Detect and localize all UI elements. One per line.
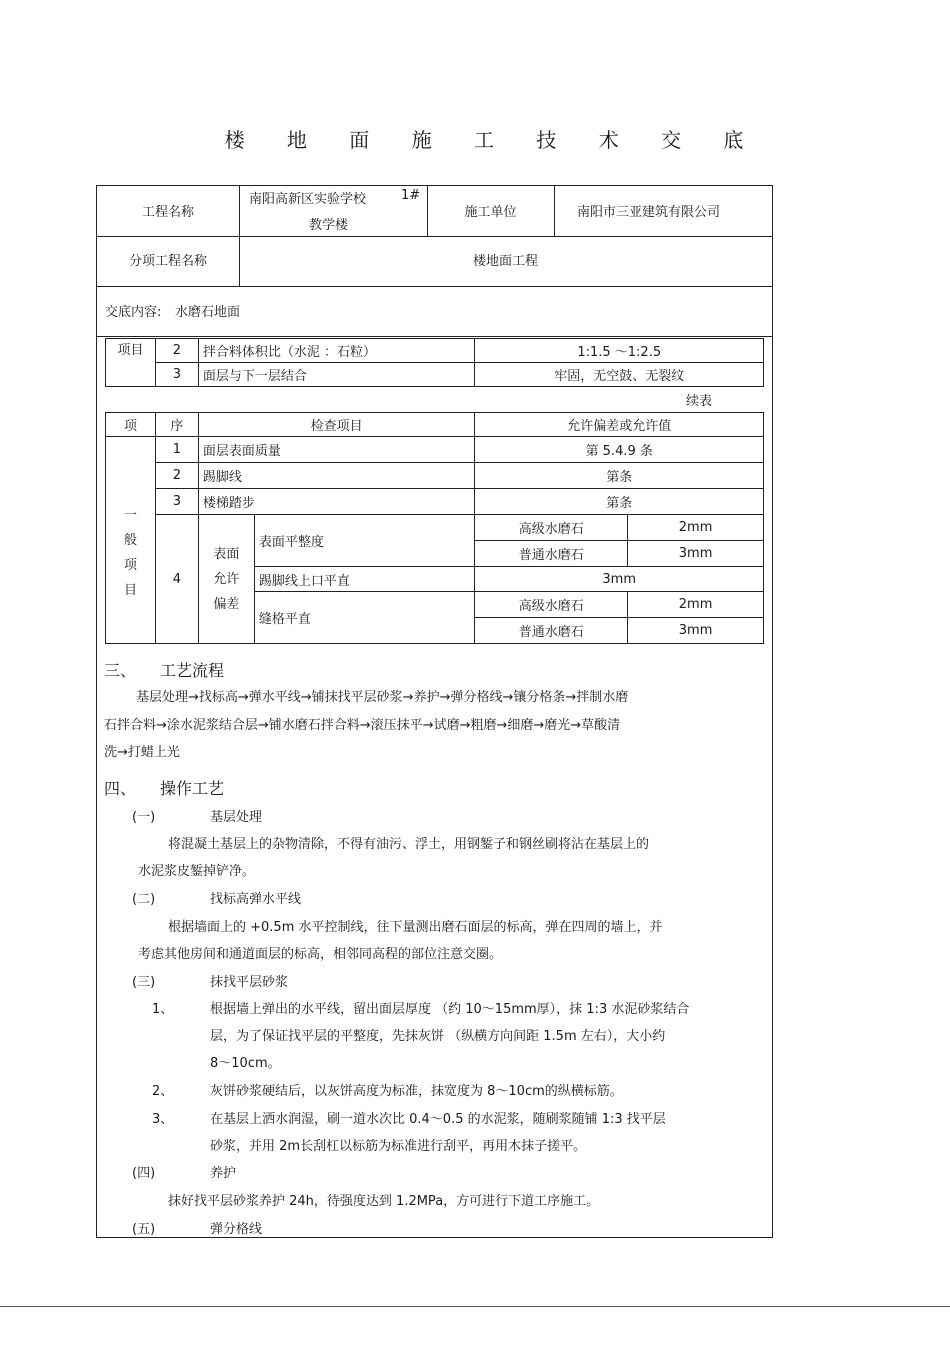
construction-unit-label: 施工单位 <box>464 205 517 220</box>
page-title: 楼 地 面 施 工 技 术 交 底 <box>224 128 762 152</box>
header-seq: 序 <box>155 413 198 437</box>
sub5-number: (五) <box>132 1222 156 1237</box>
project-name-line1: 南阳高新区实验学校 <box>249 192 367 207</box>
header-check-item: 检查项目 <box>198 413 475 437</box>
deviation-char: 允许 <box>213 571 240 587</box>
flatness-a-name: 高级水磨石 <box>475 515 628 541</box>
sub1-line: 水泥浆皮錾掉铲净。 <box>138 864 256 879</box>
table1-row-no: 2 <box>155 339 198 363</box>
joint-label: 缝格平直 <box>254 592 475 644</box>
row-no: 2 <box>155 463 198 489</box>
deviation-label <box>198 515 254 644</box>
joint-a-value: 2mm <box>628 592 764 618</box>
header-tolerance: 允许偏差或允许值 <box>475 413 764 437</box>
sub3-item-line: 在基层上洒水润湿，刷一道水次比 0.4～0.5 的水泥浆，随刷浆随铺 1:3 找平层 <box>210 1112 666 1127</box>
project-name-label: 工程名称 <box>141 205 194 220</box>
row-value: 第条 <box>475 463 764 489</box>
group-char: 般 <box>123 533 137 548</box>
sub3-item-line: 砂浆，并用 2m长刮杠以标筋为标准进行刮平，再用木抹子搓平。 <box>210 1139 587 1154</box>
section3-number: 三、 <box>104 661 137 680</box>
sub4-line: 抹好找平层砂浆养护 24h，待强度达到 1.2MPa，方可进行下道工序施工。 <box>168 1194 600 1209</box>
section4-heading: 操作工艺 <box>160 779 225 798</box>
inspection-table-general <box>105 412 764 644</box>
joint-b-value: 3mm <box>628 618 764 644</box>
sub3-item-line: 8～10cm。 <box>210 1056 281 1071</box>
continued-label: 续表 <box>686 394 713 409</box>
group-char: 目 <box>123 583 137 598</box>
table1-row-value: 牢固，无空鼓、无裂纹 <box>475 363 764 387</box>
general-items-label <box>106 437 156 644</box>
inspection-table-top <box>105 338 764 387</box>
sub3-item-line: 根据墙上弹出的水平线，留出面层厚度 （约 10～15mm厚），抹 1:3 水泥砂浆结合 <box>210 1002 690 1017</box>
joint-a-name: 高级水磨石 <box>475 592 628 618</box>
section4-number: 四、 <box>104 779 137 798</box>
skirting-label: 踢脚线上口平直 <box>254 567 475 592</box>
table1-row-item: 拌合料体积比（水泥 ：石粒） <box>198 339 475 363</box>
sub5-heading: 弹分格线 <box>210 1222 263 1237</box>
group-char: 一 <box>123 508 137 523</box>
section3-heading: 工艺流程 <box>160 661 225 680</box>
row-value: 第条 <box>475 489 764 515</box>
row-no: 3 <box>155 489 198 515</box>
sub4-heading: 养护 <box>210 1166 237 1181</box>
process-line: 基层处理→找标高→弹水平线→铺抹找平层砂浆→养护→弹分格线→镶分格条→拌制水磨 <box>136 690 629 705</box>
row-item: 楼梯踏步 <box>198 489 475 515</box>
deviation-char: 表面 <box>213 546 240 562</box>
table1-row-item: 面层与下一层结合 <box>198 363 475 387</box>
flatness-b-name: 普通水磨石 <box>475 541 628 567</box>
page-bottom-rule <box>0 1306 950 1307</box>
flatness-label: 表面平整度 <box>254 515 475 567</box>
sub3-heading: 抹找平层砂浆 <box>210 975 289 990</box>
project-name-number: 1# <box>401 188 421 203</box>
content-value: 水磨石地面 <box>175 305 241 320</box>
sub3-item-line: 灰饼砂浆硬结后，以灰饼高度为标准，抹宽度为 8～10cm的纵横标筋。 <box>210 1084 623 1099</box>
sub1-line: 将混凝土基层上的杂物清除，不得有油污、浮土，用钢錾子和钢丝刷将沾在基层上的 <box>168 837 650 852</box>
sub3-item-number: 1、 <box>152 1002 174 1017</box>
flatness-a-value: 2mm <box>628 515 764 541</box>
sub3-item-number: 2、 <box>152 1084 174 1099</box>
skirting-value: 3mm <box>475 567 764 592</box>
sub3-number: (三) <box>132 975 156 990</box>
project-name-line2: 教学楼 <box>309 218 349 233</box>
sub3-item-number: 3、 <box>152 1112 174 1127</box>
table1-row-value: 1:1.5 ～1:2.5 <box>475 339 764 363</box>
header-item: 项 <box>106 413 156 437</box>
sub1-heading: 基层处理 <box>210 810 263 825</box>
table1-row-no: 3 <box>155 363 198 387</box>
subitem-label: 分项工程名称 <box>128 254 207 269</box>
table1-item-label: 项目 <box>106 339 156 387</box>
row-no: 1 <box>155 437 198 463</box>
flatness-b-value: 3mm <box>628 541 764 567</box>
sub2-line: 根据墙面上的 +0.5m 水平控制线，往下量测出磨石面层的标高，弹在四周的墙上，并 <box>168 920 663 935</box>
sub2-number: (二) <box>132 892 156 907</box>
joint-b-name: 普通水磨石 <box>475 618 628 644</box>
sub1-number: (一) <box>132 810 156 825</box>
content-label: 交底内容: <box>105 305 162 320</box>
process-line: 石拌合料→涂水泥浆结合层→铺水磨石拌合料→滚压抹平→试磨→粗磨→细磨→磨光→草酸清 <box>104 718 621 733</box>
deviation-char: 偏差 <box>213 596 240 612</box>
row-item: 踢脚线 <box>198 463 475 489</box>
process-line: 洗→打蜡上光 <box>104 745 180 760</box>
row4-no: 4 <box>155 515 198 644</box>
row-value: 第 5.4.9 条 <box>475 437 764 463</box>
sub3-item-line: 层，为了保证找平层的平整度，先抹灰饼 （纵横方向间距 1.5m 左右），大小约 <box>210 1029 666 1044</box>
sub2-heading: 找标高弹水平线 <box>210 892 302 907</box>
subitem-value: 楼地面工程 <box>472 254 538 269</box>
row-item: 面层表面质量 <box>198 437 475 463</box>
sub4-number: (四) <box>132 1166 156 1181</box>
sub2-line: 考虑其他房间和通道面层的标高，相邻同高程的部位注意交圈。 <box>138 947 503 962</box>
construction-unit-value: 南阳市三亚建筑有限公司 <box>577 205 721 220</box>
group-char: 项 <box>123 558 137 573</box>
